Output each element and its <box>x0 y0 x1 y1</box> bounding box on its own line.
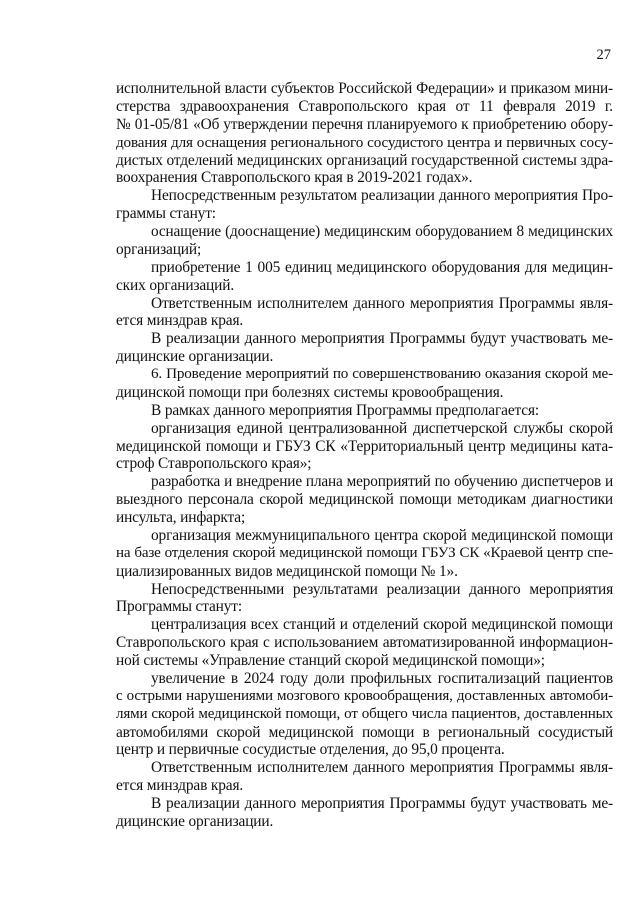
text-line: 6. Проведение мероприятий по совершенствованию оказания скорой ме- <box>151 366 613 382</box>
text-line: увеличение в 2024 году доли профильных госпитализаций пациентов <box>151 669 613 687</box>
text-line: № 01-05/81 «Об утверждении перечня планируемого к приобретению обору- <box>116 115 613 133</box>
text-line: воохранения Ставропольского края в 2019-2021 годах». <box>116 169 473 187</box>
text-line: дования для оснащения регионального сосудистого центра и первичных сосу- <box>116 133 613 151</box>
text-line: приобретение 1 005 единиц медицинского оборудования для медицин- <box>151 258 613 276</box>
text-line: циализированных видов медицинской помощи № 1». <box>116 562 458 580</box>
text-line: ется минздрав края. <box>116 777 244 795</box>
text-line: Ответственным исполнителем данного мероприятия Программы явля- <box>151 759 613 777</box>
text-line: Непосредственными результатами реализации данного мероприятия <box>151 580 613 598</box>
text-line: дицинские организации. <box>116 812 274 830</box>
text-line: лями скорой медицинской помощи, от общего числа пациентов, доставленных <box>116 705 613 722</box>
text-line: В рамках данного мероприятия Программы предполагается: <box>151 401 540 419</box>
text-line: дицинской помощи при болезнях системы кровообращения. <box>116 383 504 401</box>
text-line: ной системы «Управление станций скорой медицинской помощи»; <box>116 652 545 669</box>
text-line: инсульта, инфаркта; <box>116 509 246 526</box>
body-text <box>116 80 613 831</box>
text-line: стерства здравоохранения Ставропольского края от 11 февраля 2019 г. <box>116 97 613 115</box>
text-line: медицинской помощи и ГБУЗ СК «Территориальный центр медицины ката- <box>116 437 613 455</box>
text-line: дистых отделений медицинских организаций государственной системы здра- <box>116 151 613 169</box>
text-line: ется минздрав края. <box>116 312 244 330</box>
text-line: Ответственным исполнителем данного мероприятия Программы явля- <box>151 294 613 312</box>
text-line: дицинские организации. <box>116 348 274 366</box>
text-line: Непосредственным результатом реализации данного мероприятия Про- <box>151 187 613 205</box>
text-line: строф Ставропольского края»; <box>116 455 312 473</box>
text-line: В реализации данного мероприятия Программы будут участвовать ме- <box>151 795 613 812</box>
text-line: централизация всех станций и отделений скорой медицинской помощи <box>151 616 613 634</box>
page-number: 27 <box>596 47 611 63</box>
text-line: разработка и внедрение плана мероприятий по обучению диспетчеров и <box>151 473 613 491</box>
text-line: на базе отделения скорой медицинской помощи ГБУЗ СК «Краевой центр спе- <box>116 544 613 561</box>
text-line: В реализации данного мероприятия Программы будут участвовать ме- <box>151 330 613 348</box>
text-line: граммы станут: <box>116 205 216 223</box>
text-line: организация межмуниципального центра скорой медицинской помощи <box>151 526 613 544</box>
text-line: оснащение (дооснащение) медицинским оборудованием 8 медицинских <box>151 223 613 240</box>
text-line: выездного персонала скорой медицинской помощи методикам диагностики <box>116 491 613 509</box>
text-line: центр и первичные сосудистые отделения, до 95,0 процента. <box>116 741 505 759</box>
text-line: с острыми нарушениями мозгового кровообращения, доставленных автомоби- <box>116 687 613 704</box>
text-line: автомобилями скорой медицинской помощи в региональный сосудистый <box>116 723 613 741</box>
text-line: организаций; <box>116 240 202 258</box>
text-line: организация единой централизованной диспетчерской службы скорой <box>151 419 613 437</box>
text-line: Программы станут: <box>116 598 242 616</box>
text-line: исполнительной власти субъектов Российской Федерации» и приказом мини- <box>116 80 613 97</box>
text-line: ских организаций. <box>116 276 235 294</box>
text-line: Ставропольского края с использованием автоматизированной информацион- <box>116 634 613 652</box>
